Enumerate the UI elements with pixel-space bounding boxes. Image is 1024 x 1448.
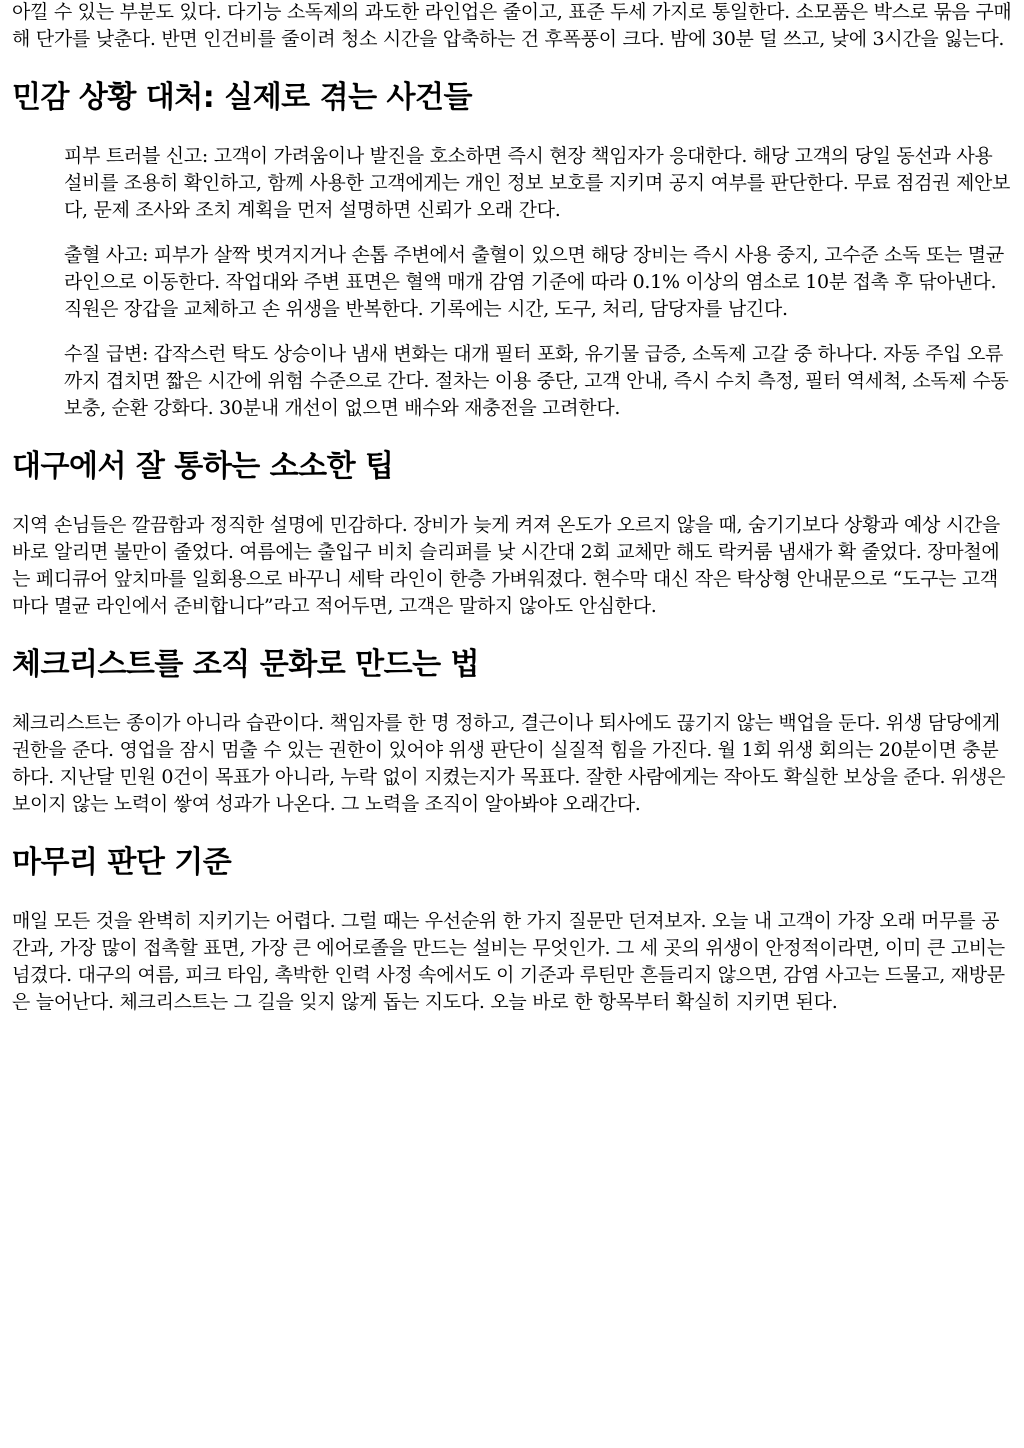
section-daegu-tips [12,448,1012,620]
section-paragraph: 지역 손님들은 깔끔함과 정직한 설명에 민감하다. 장비가 늦게 켜져 온도가 오르지 않을 때, 숨기기보다 상황과 예상 시간을 바로 알리면 불만이 줄었다. 여름에는 출입구 비치 슬리퍼를 낮 시간대 2회 교체만 해도 락커룸 냄새가 확 줄었다. 장마철에는 페디큐어 앞치마를 일회용으로 바꾸니 세탁 라인이 한층 가벼워졌다. 현수막 대신 작은 탁상형 안내문으로 “도구는 고객마다 멸균 라인에서 준비합니다”라고 적어두면, 고객은 말하지 않아도 안심한다. [12,514,1000,617]
section-final-criteria [12,844,1012,1016]
section-heading: 체크리스트를 조직 문화로 만드는 법 [12,647,479,682]
incident-list [64,143,1012,422]
incident-bleeding: 출혈 사고: 피부가 살짝 벗겨지거나 손톱 주변에서 출혈이 있으면 해당 장비는 즉시 사용 중지, 고수준 소독 또는 멸균 라인으로 이동한다. 작업대와 주변 표면은 혈액 매개 감염 기준에 따라 0.1% 이상의 염소로 10분 접촉 후 닦아낸다. 직원은 장갑을 교체하고 손 위생을 반복한다. 기록에는 시간, 도구, 처리, 담당자를 남긴다. [64,244,1004,320]
section-checklist-culture [12,646,1012,818]
incident-skin-trouble: 피부 트러블 신고: 고객이 가려움이나 발진을 호소하면 즉시 현장 책임자가 응대한다. 해당 고객의 당일 동선과 사용 설비를 조용히 확인하고, 함께 사용한 고객에게는 개인 정보 보호를 지키며 공지 여부를 판단한다. 무료 점검권 제안보다, 문제 조사와 조치 계획을 먼저 설명하면 신뢰가 오래 간다. [64,145,1011,221]
section-paragraph: 매일 모든 것을 완벽히 지키기는 어렵다. 그럴 때는 우선순위 한 가지 질문만 던져보자. 오늘 내 고객이 가장 오래 머무를 공간과, 가장 많이 접촉할 표면, 가장 큰 에어로졸을 만드는 설비는 무엇인가. 그 세 곳의 위생이 안정적이라면, 이미 큰 고비는 넘겼다. 대구의 여름, 피크 타임, 촉박한 인력 사정 속에서도 이 기준과 루틴만 흔들리지 않으면, 감염 사고는 드물고, 재방문은 늘어난다. 체크리스트는 그 길을 잊지 않게 돕는 지도다. 오늘 바로 한 항목부터 확실히 지키면 된다. [12,910,1005,1013]
section-heading: 대구에서 잘 통하는 소소한 팁 [12,449,394,484]
intro-paragraph: 아낄 수 있는 부분도 있다. 다기능 소독제의 과도한 라인업은 줄이고, 표준 두세 가지로 통일한다. 소모품은 박스로 묶음 구매해 단가를 낮춘다. 반면 인건비를 줄이려 청소 시간을 압축하는 건 후폭풍이 크다. 밤에 30분 덜 쓰고, 낮에 3시간을 잃는다. [12,1,1012,50]
section-heading: 민감 상황 대처: 실제로 겪는 사건들 [12,80,472,115]
section-heading: 마무리 판단 기준 [12,845,232,880]
section-paragraph: 체크리스트는 종이가 아니라 습관이다. 책임자를 한 명 정하고, 결근이나 퇴사에도 끊기지 않는 백업을 둔다. 위생 담당에게 권한을 준다. 영업을 잠시 멈출 수 있는 권한이 있어야 위생 판단이 실질적 힘을 가진다. 월 1회 위생 회의는 20분이면 충분하다. 지난달 민원 0건이 목표가 아니라, 누락 없이 지켰는지가 목표다. 잘한 사람에게는 작아도 확실한 보상을 준다. 위생은 보이지 않는 노력이 쌓여 성과가 나온다. 그 노력을 조직이 알아봐야 오래간다. [12,712,1006,815]
incident-water-quality: 수질 급변: 갑작스런 탁도 상승이나 냄새 변화는 대개 필터 포화, 유기물 급증, 소독제 고갈 중 하나다. 자동 주입 오류까지 겹치면 짧은 시간에 위험 수준으로 간다. 절차는 이용 중단, 고객 안내, 즉시 수치 측정, 필터 역세척, 소독제 수동 보충, 순환 강화다. 30분내 개선이 없으면 배수와 재충전을 고려한다. [64,343,1009,419]
section-sensitive-incidents [12,79,1012,422]
